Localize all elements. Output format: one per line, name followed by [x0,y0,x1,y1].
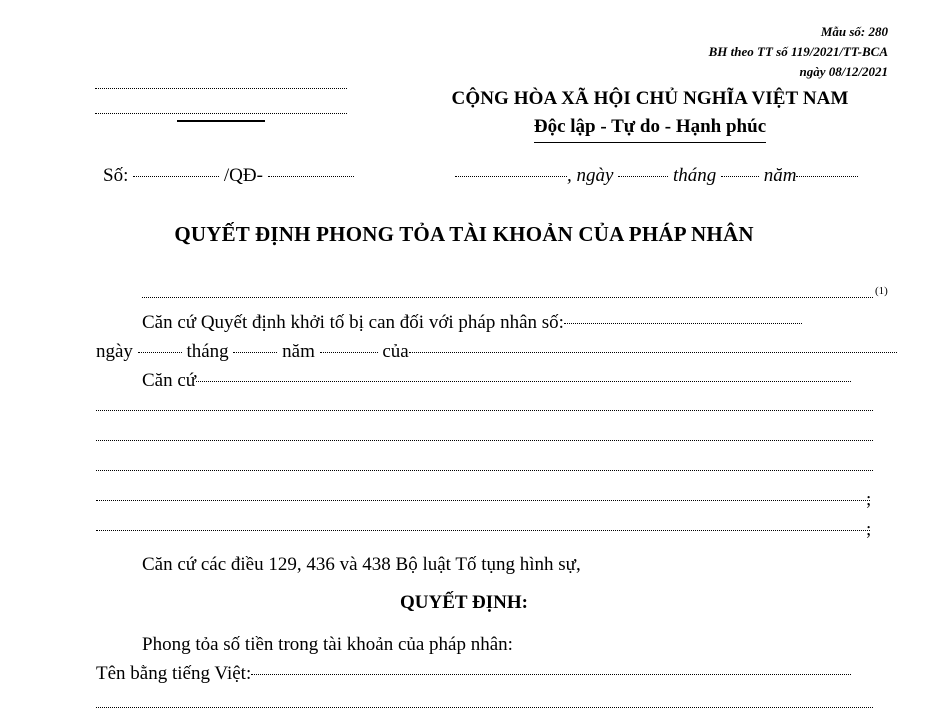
form-issue-date: ngày 08/12/2021 [799,64,888,79]
basis-month-label: tháng [186,341,229,362]
continuation-line[interactable] [96,707,873,708]
month-label: tháng [672,165,717,186]
recipient-line[interactable] [142,297,873,298]
basis-line-2-input[interactable] [196,370,851,382]
blank-line-5[interactable] [96,530,870,531]
legal-basis-line: Căn cứ các điều 129, 436 và 438 Bộ luật Tố tụng hình sự, [142,554,581,575]
agency-block-spacer [95,89,347,113]
place-date-line [455,163,858,189]
document-number-line [103,163,354,189]
blank-line-2[interactable] [96,440,873,441]
decision-heading: QUYẾT ĐỊNH: [400,592,528,613]
document-number-input[interactable] [133,165,219,177]
basis-year-label: năm [282,341,315,362]
form-code-block [709,22,888,82]
year-input[interactable] [796,165,858,177]
basis-line-1-input[interactable] [564,312,802,324]
basis-month-input[interactable] [233,341,277,353]
freeze-amount-line: Phong tỏa số tiền trong tài khoản của pháp nhân: [142,634,513,655]
document-number-separator: /QĐ- [223,165,263,186]
form-number: Mẫu số: 280 [820,24,888,39]
basis-of-label: của [382,341,409,362]
blank-line-1[interactable] [96,410,873,411]
month-input[interactable] [721,165,759,177]
vietnamese-name-line [96,661,851,687]
day-label: ngày [576,165,614,186]
year-label: năm [763,165,797,186]
document-number-suffix-input[interactable] [268,165,354,177]
basis-issuer-input[interactable] [409,341,897,353]
form-circular-reference: BH theo TT số 119/2021/TT-BCA [708,44,888,59]
basis-line-2 [142,368,851,394]
national-motto-wrapper [400,114,900,143]
country-name: CỘNG HÒA XÃ HỘI CHỦ NGHĨA VIỆT NAM [451,88,849,109]
agency-name-line-2[interactable] [95,113,347,114]
footnote-marker-1: (1) [875,285,888,297]
vietnamese-name-label: Tên bằng tiếng Việt: [96,663,252,684]
blank-line-3[interactable] [96,470,873,471]
basis-year-input[interactable] [320,341,378,353]
day-input[interactable] [618,165,668,177]
national-heading [400,86,900,143]
blank-line-4[interactable] [96,500,870,501]
place-comma: , [567,165,572,186]
basis-day-label: ngày [96,341,133,362]
issuing-agency-block [95,88,347,122]
place-input[interactable] [455,165,567,177]
basis-day-input[interactable] [138,341,182,353]
basis-date-line [96,339,897,365]
national-motto: Độc lập - Tự do - Hạnh phúc [534,114,766,143]
agency-underline-rule [177,120,265,122]
document-number-label: Số: [103,165,129,186]
vietnamese-name-input[interactable] [251,663,851,675]
document-title: QUYẾT ĐỊNH PHONG TỎA TÀI KHOẢN CỦA PHÁP NHÂN [174,222,754,246]
basis-line-1 [142,310,802,336]
basis-line-1-text: Căn cứ Quyết định khởi tố bị can đối với pháp nhân số: [142,312,564,333]
blank-line-4-semicolon: ; [866,489,872,510]
basis-line-2-text: Căn cứ [142,370,197,391]
blank-line-5-semicolon: ; [866,519,872,540]
